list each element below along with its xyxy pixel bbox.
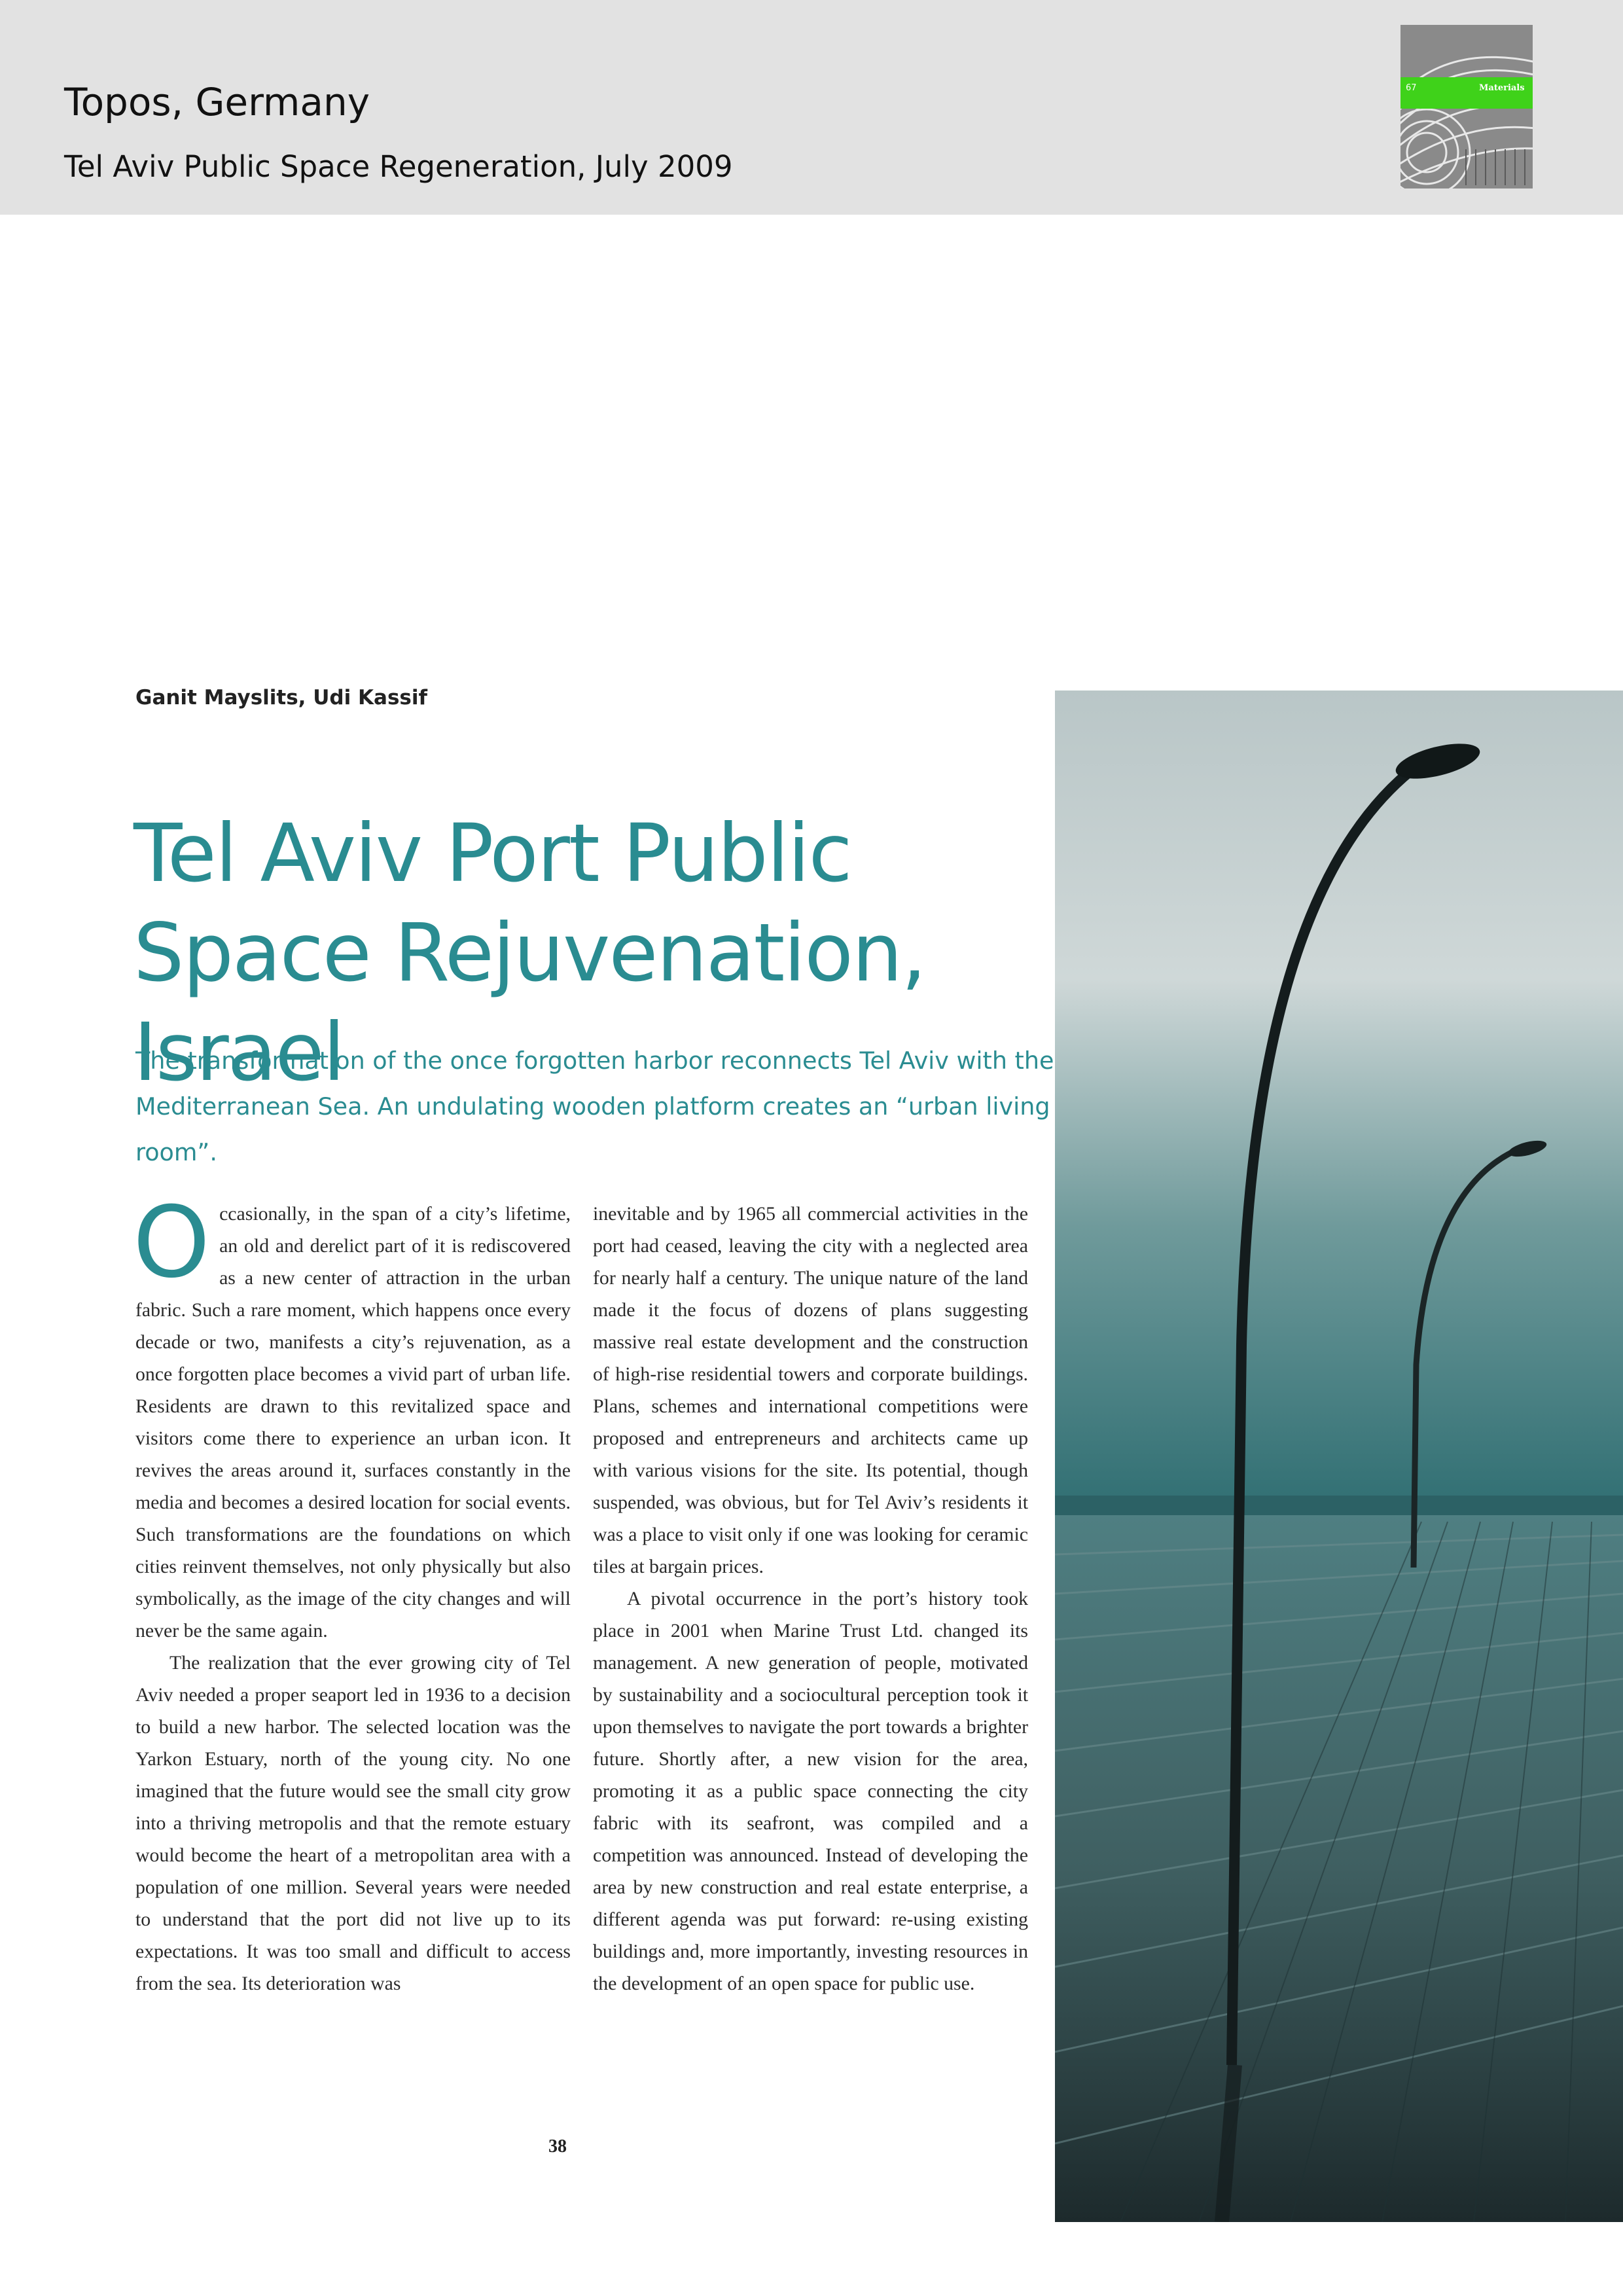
harbor-boardwalk-photo (1055, 691, 1623, 2222)
cover-issue-number: 67 (1406, 83, 1417, 93)
issue-subtitle: Tel Aviv Public Space Regeneration, July 2009 (64, 149, 733, 184)
cover-label: Materials (1479, 83, 1525, 93)
text-column-left (133, 1186, 571, 2000)
body-paragraph: inevitable and by 1965 all commercial activities in the port had ceased, leaving the city with a neglected area for nearly half a century. The unique nature of the land made it the focus of dozens of plans suggesting massive real estate development and the construction of high-rise residential towers and corporate buildings. Plans, schemes and international competitions were proposed and entrepreneurs and architects came up with various visions for the site. Its potential, though suspended, was obvious, but for Tel Aviv’s residents it was a place to visit only if one was looking for ceramic tiles at bargain prices. (593, 1203, 1028, 1577)
publication-title: Topos, Germany (64, 80, 370, 124)
body-paragraph: ccasionally, in the span of a city’s lifetime, an old and derelict part of it is rediscovered as a new center of attraction in the urban fabric. Such a rare moment, which happens once every decade or two, manifests a city’s rejuvenation, as a once forgotten place becomes a vivid part of urban life. Residents are drawn to this revitalized space and visitors come there to experience an urban icon. It revives the areas around it, surfaces constantly in the media and becomes a desired location for social events. Such transformations are the foundations on which cities reinvent themselves, not only physically but also symbolically, as the image of the city changes and will never be the same again. (135, 1203, 571, 1641)
article-lead: The transformation of the once forgotten harbor reconnects Tel Aviv with the Mediterranean Sea. An undulating wooden platform creates an “urban living room”. (135, 1047, 1054, 1166)
magazine-cover-thumbnail (1400, 25, 1533, 188)
page-number: 38 (548, 2136, 567, 2157)
body-paragraph: The realization that the ever growing city of Tel Aviv needed a proper seaport led in 1936 to a decision to build a new harbor. The selected location was the Yarkon Estuary, north of the young city. No one imagined that the future would see the small city grow into a thriving metropolis and that the remote estuary would become the heart of a metropolitan area with a population of one million. Several years were needed to understand that the port did not live up to its expectations. It was too small and difficult to access from the sea. Its deterioration was (135, 1652, 571, 1994)
drop-cap: O (133, 1186, 211, 1300)
cover-green-band (1400, 77, 1533, 109)
article-authors: Ganit Mayslits, Udi Kassif (135, 686, 427, 709)
text-column-right (593, 1198, 1028, 2000)
article-title: Tel Aviv Port Public Space Rejuvenation, Israel (134, 807, 925, 1099)
body-paragraph: A pivotal occurrence in the port’s history took place in 2001 when Marine Trust Ltd. changed its management. A new generation of people, motivated by sustainability and a sociocultural perception took it upon themselves to navigate the port towards a brighter future. Shortly after, a new vision for the area, promoting it as a public space connecting the city fabric with its seafront, was compiled and a competition was announced. Instead of developing the area by new construction and real estate enterprise, a different agenda was put forward: re-using existing buildings and, more importantly, investing resources in the development of an open space for public use. (593, 1588, 1028, 1994)
